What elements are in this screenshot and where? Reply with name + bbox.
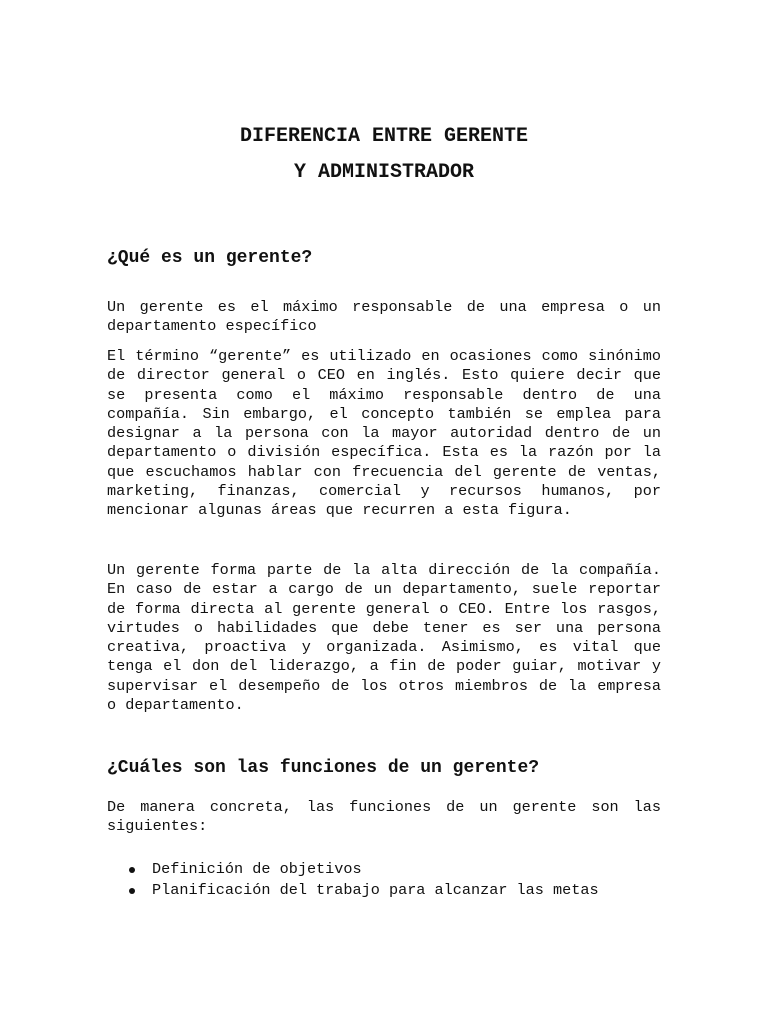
document-title <box>107 119 661 191</box>
bullet-icon <box>129 888 135 894</box>
title-line-2: Y ADMINISTRADOR <box>293 161 475 184</box>
functions-list <box>107 859 599 901</box>
list-item <box>107 880 599 901</box>
paragraph-term: El término “gerente” es utilizado en ocasiones como sinónimo de director general o CEO en inglés. Esto quiere decir que se presenta como el máximo responsable dentro de una compañía. Sin embargo, el concepto también se emplea para designar a la persona con la mayor autoridad dentro de un departamento o división específica. Esta es la razón por la que escuchamos hablar con frecuencia del gerente de ventas, marketing, finanzas, comercial y recursos humanos, por mencionar algunas áreas que recurren a esta figura. <box>107 347 661 520</box>
heading-funciones: ¿Cuáles son las funciones de un gerente? <box>107 758 540 778</box>
title-line-1: DIFERENCIA ENTRE GERENTE <box>239 125 529 148</box>
paragraph-role: Un gerente forma parte de la alta dirección de la compañía. En caso de estar a cargo de un departamento, suele reportar de forma directa al gerente general o CEO. Entre los rasgos, virtudes o habilidades que debe tener es ser una persona creativa, proactiva y organizada. Asimismo, es vital que tenga el don del liderazgo, a fin de poder guiar, motivar y supervisar el desempeño de los otros miembros de la empresa o departamento. <box>107 561 661 715</box>
bullet-icon <box>129 867 135 873</box>
list-item <box>107 859 599 880</box>
list-item-text: Planificación del trabajo para alcanzar las metas <box>152 881 599 899</box>
heading-que-es-gerente: ¿Qué es un gerente? <box>107 248 313 268</box>
paragraph-functions-intro: De manera concreta, las funciones de un gerente son las siguientes: <box>107 798 661 836</box>
paragraph-definition: Un gerente es el máximo responsable de una empresa o un departamento específico <box>107 298 661 336</box>
list-item-text: Definición de objetivos <box>152 860 362 878</box>
